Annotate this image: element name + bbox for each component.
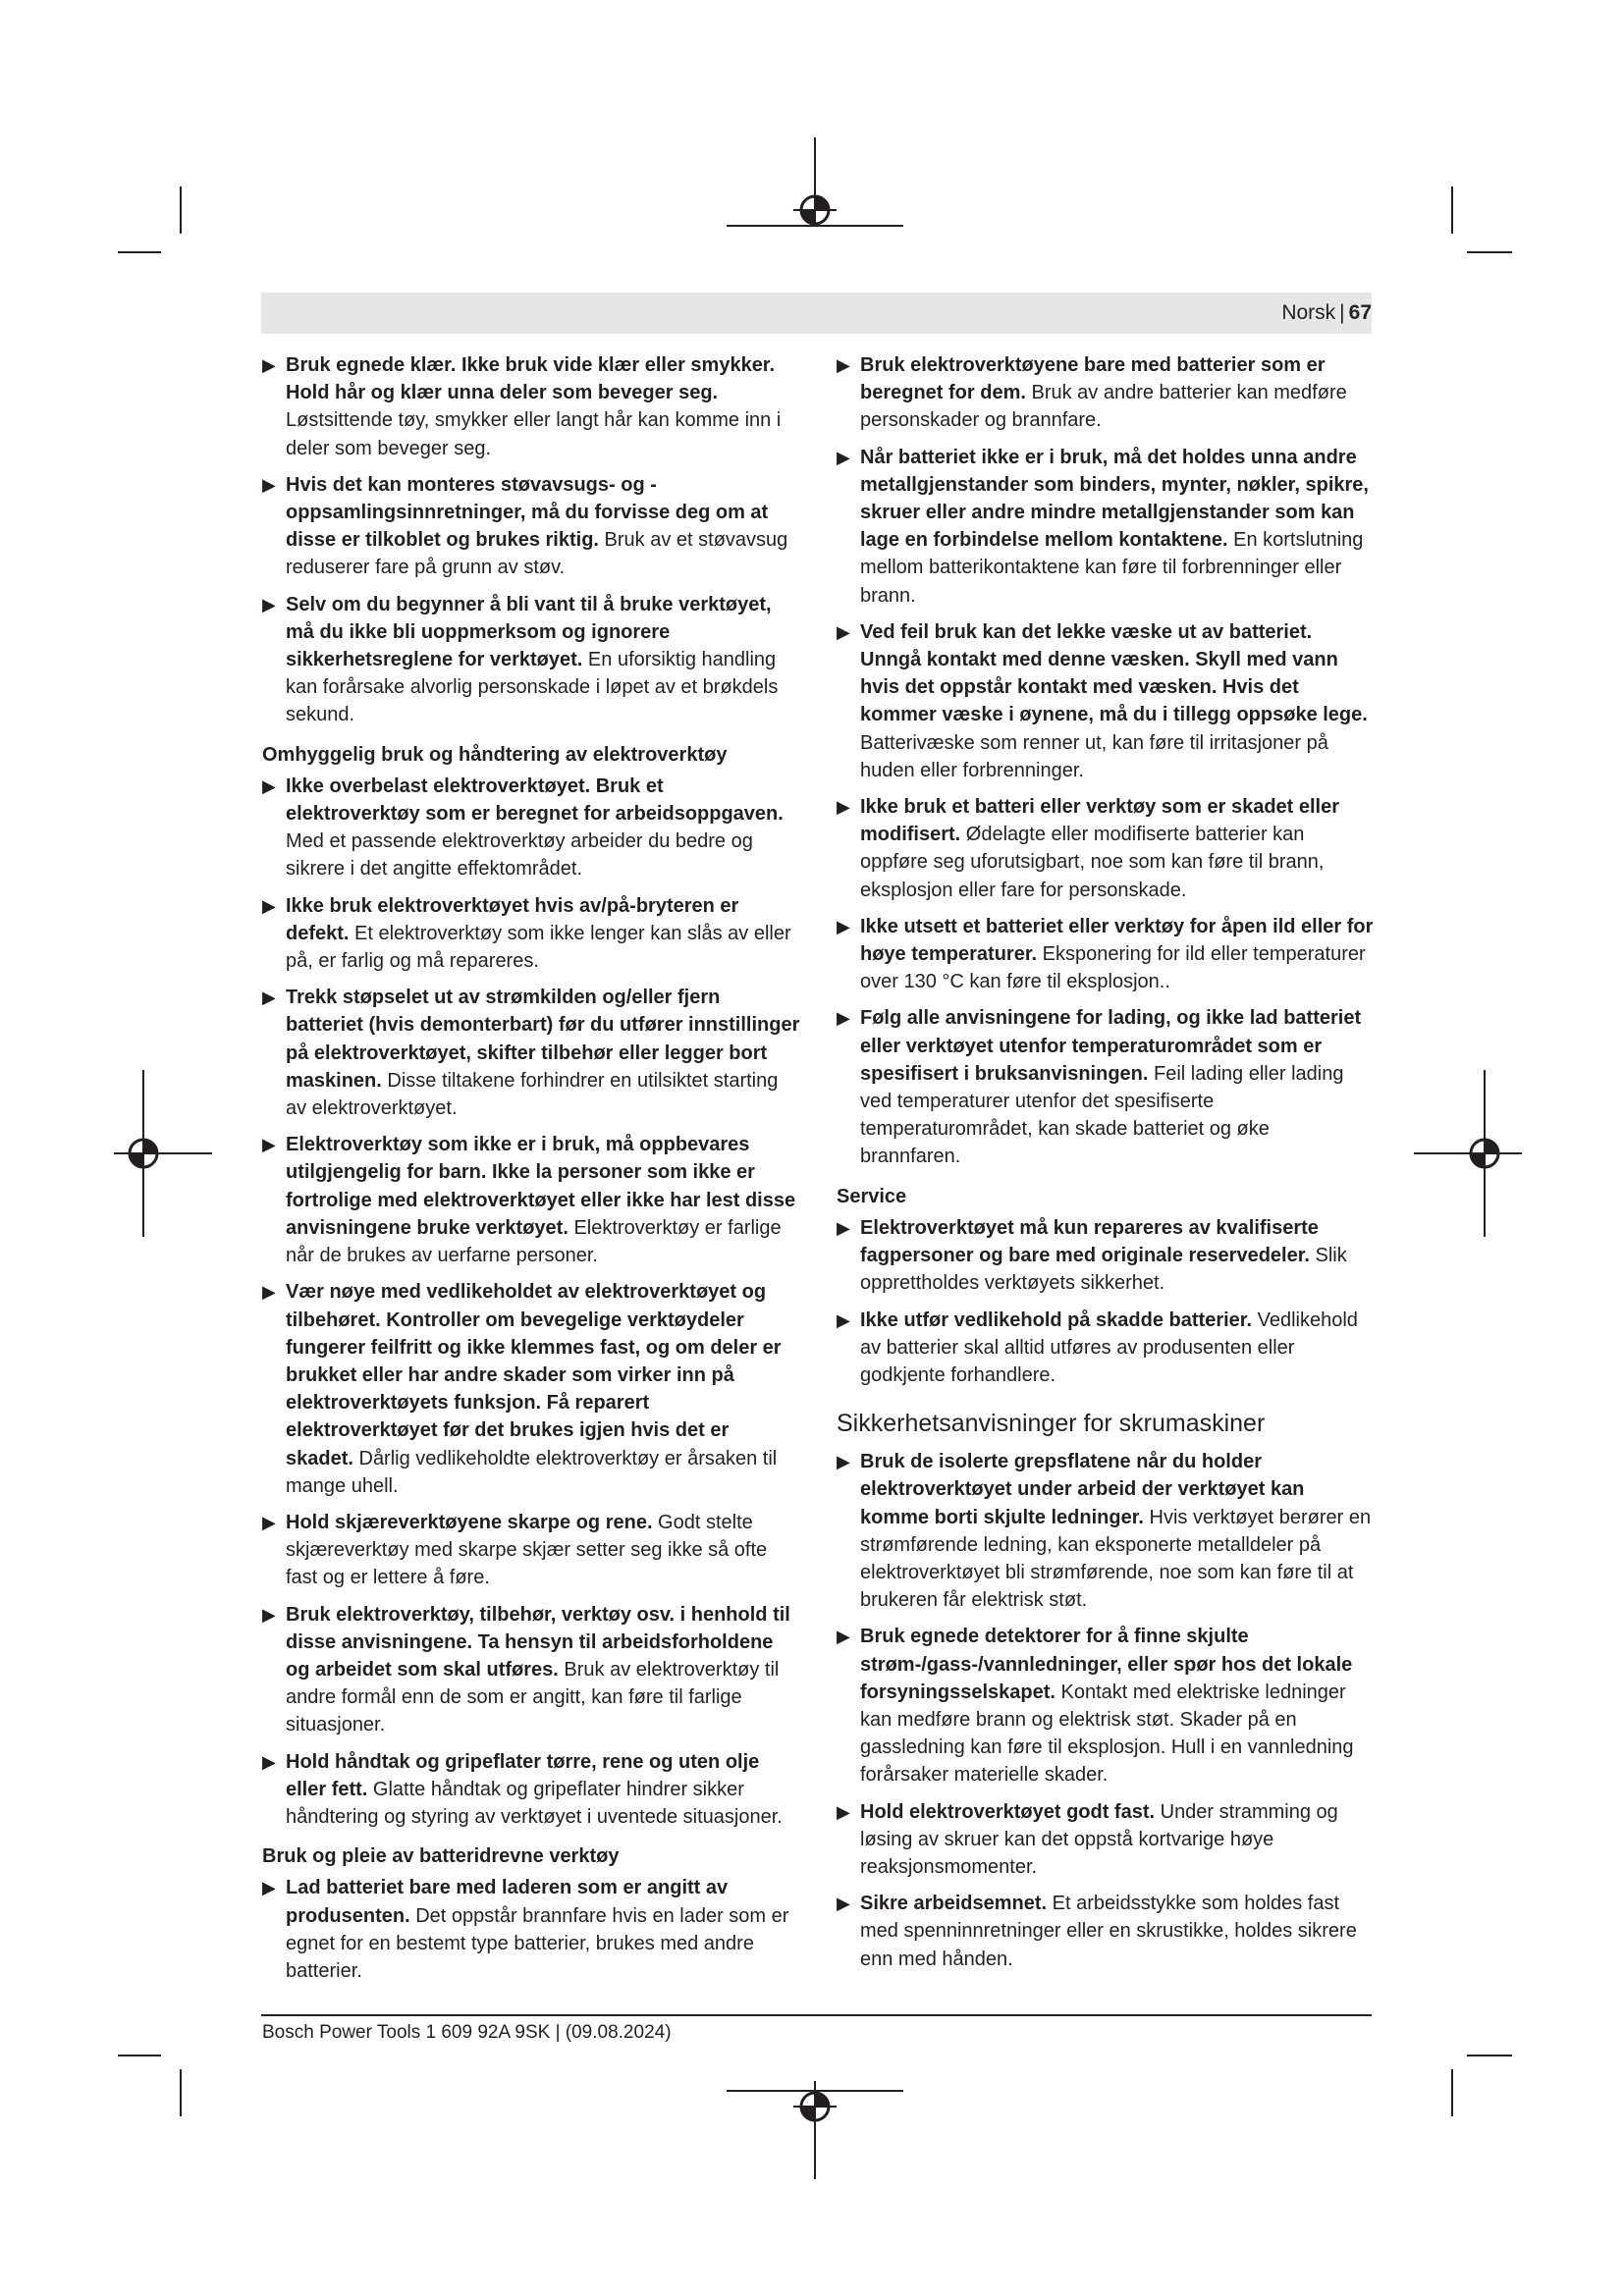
- crop-mark: [1451, 187, 1453, 234]
- bullet-triangle-icon: ▶: [262, 1751, 276, 1772]
- bullet-triangle-icon: ▶: [837, 1452, 850, 1472]
- crop-mark: [180, 187, 182, 234]
- item-text: Under stramming og løsing av skruer kan det oppstå kortvarige høye reaksjonsmomenter.: [860, 1800, 1338, 1878]
- list-item: [262, 984, 800, 1122]
- item-bold-text: Bruk egnede detektorer for å finne skjulte strøm-/gass-/vannledninger, eller spør hos det lokale forsyningsselskapet.: [860, 1626, 1353, 1703]
- list-item: [837, 793, 1375, 904]
- bullet-triangle-icon: ▶: [837, 1309, 850, 1330]
- item-text: En kortslutning mellom batterikontaktene kan føre til forbrenninger eller brann.: [860, 529, 1364, 607]
- item-bold-text: Sikre arbeidsemnet.: [860, 1893, 1048, 1915]
- left-column: [262, 351, 800, 1994]
- list-item: [837, 618, 1375, 784]
- list-item: [262, 471, 800, 582]
- list-item: [837, 1623, 1375, 1789]
- item-bold-text: Bruk de isolerte grepsflatene når du holder elektroverktøyet under arbeid der verktøyet kan komme borti skjulte ledninger.: [860, 1451, 1305, 1528]
- page-header-band: [261, 293, 1372, 334]
- item-text: Bruk av elektroverktøy til andre formål enn de som er angitt, kan føre til farlige situasjoner.: [286, 1658, 780, 1736]
- list-item: [262, 1278, 800, 1500]
- item-text: Med et passende elektroverktøy arbeider du bedre og sikrere i det angitte effektområdet.: [286, 830, 753, 881]
- bullet-triangle-icon: ▶: [262, 1135, 276, 1155]
- bullet-triangle-icon: ▶: [262, 988, 276, 1008]
- bullet-triangle-icon: ▶: [262, 895, 276, 916]
- item-bold-text: Bruk egnede klær. Ikke bruk vide klær eller smykker. Hold hår og klær unna deler som beveger seg.: [286, 354, 776, 404]
- list-item: [837, 1798, 1375, 1882]
- item-text: Disse tiltakene forhindrer en utilsiktet starting av elektroverktøyet.: [286, 1069, 779, 1120]
- crop-mark: [118, 251, 161, 253]
- bullet-triangle-icon: ▶: [837, 1217, 850, 1238]
- bullet-triangle-icon: ▶: [262, 1282, 276, 1303]
- item-text: Ødelagte eller modifiserte batterier kan oppføre seg uforutsigbart, noe som kan føre til brann, eksplosjon eller fare for personskade.: [860, 824, 1325, 901]
- item-bold-text: Vær nøye med vedlikeholdet av elektroverktøyet og tilbehøret. Kontroller om bevegelige verktøydeler fungerer feilfritt og ikke klemmes fast, og om deler er brukket eller har andre skader som virker inn på elektroverktøyets funksjon. Få reparert elektroverktøyet før det brukes igjen hvis det er skadet.: [286, 1281, 782, 1469]
- item-bold-text: Følg alle anvisningene for lading, og ikke lad batteriet eller verktøyet utenfor temperaturområdet som er spesifisert i bruksanvisningen.: [860, 1007, 1362, 1085]
- list-item: [262, 892, 800, 976]
- page-header: [1281, 299, 1372, 327]
- crop-mark: [1451, 2069, 1453, 2116]
- item-bold-text: Ikke overbelast elektroverktøyet. Bruk et elektroverktøy som er beregnet for arbeidsoppgaven.: [286, 774, 784, 826]
- item-bold-text: Bruk elektroverktøy, tilbehør, verktøy osv. i henhold til disse anvisningene. Ta hensyn til arbeidsforholdene og arbeidet som skal utføres.: [286, 1603, 790, 1681]
- bullet-triangle-icon: ▶: [262, 1878, 276, 1898]
- item-text: Batterivæske som renner ut, kan føre til irritasjoner på huden eller forbrenninger.: [860, 731, 1328, 781]
- footer-rule: [261, 2014, 1372, 2016]
- item-bold-text: Hold elektroverktøyet godt fast.: [860, 1800, 1156, 1823]
- item-bold-text: Ved feil bruk kan det lekke væske ut av batteriet. Unngå kontakt med denne væsken. Skyll med vann hvis det oppstår kontakt med væsken. Hvis det kommer væske i øynene, må du i tillegg oppsøke lege.: [860, 620, 1368, 726]
- section-heading: Omhyggelig bruk og håndtering av elektroverktøy: [262, 743, 728, 766]
- item-bold-text: Hold håndtak og gripeflater tørre, rene og uten olje eller fett.: [286, 1750, 760, 1800]
- list-item: [262, 351, 800, 462]
- list-item: [837, 1004, 1375, 1170]
- list-item: [262, 1601, 800, 1739]
- item-text: Løstsittende tøy, smykker eller langt hår kan komme inn i deler som beveger seg.: [286, 409, 782, 459]
- list-item: [837, 913, 1375, 996]
- list-item: [837, 1214, 1375, 1298]
- item-text: Elektroverktøy er farlige når de brukes av uerfarne personer.: [286, 1216, 782, 1267]
- bullet-triangle-icon: ▶: [837, 1894, 850, 1914]
- crop-mark: [118, 2055, 161, 2056]
- list-item: [262, 1131, 800, 1269]
- list-item: [262, 773, 800, 883]
- item-text: Vedlikehold av batterier skal alltid utføres av produsenten eller godkjente forhandlere.: [860, 1308, 1358, 1386]
- registration-mark-icon: [1414, 1070, 1522, 1237]
- list-item: [262, 1748, 800, 1832]
- section-title: Sikkerhetsanvisninger for skrumaskiner: [837, 1410, 1266, 1438]
- bullet-triangle-icon: ▶: [837, 447, 850, 467]
- item-bold-text: Elektroverktøy som ikke er i bruk, må oppbevares utilgjengelig for barn. Ikke la personer som ikke er fortrolige med elektroverktøyet eller ikke har lest disse anvisningene bruke verktøyet.: [286, 1134, 796, 1239]
- page-number: 67: [1348, 301, 1372, 324]
- section-heading: Bruk og pleie av batteridrevne verktøy: [262, 1845, 620, 1868]
- item-bold-text: Bruk elektroverktøyene bare med batterier som er beregnet for dem.: [860, 354, 1326, 404]
- item-bold-text: Ikke bruk elektroverktøyet hvis av/på-bryteren er defekt.: [286, 894, 739, 944]
- item-text: Dårlig vedlikeholdte elektroverktøy er årsaken til mange uhell.: [286, 1447, 778, 1497]
- section-heading: Service: [837, 1185, 907, 1207]
- item-text: Godt stelte skjæreverktøy med skarpe skjær setter seg ikke så ofte fast og er lettere å føre.: [286, 1511, 768, 1589]
- list-item: [837, 444, 1375, 610]
- bullet-triangle-icon: ▶: [837, 1627, 850, 1647]
- registration-mark-icon: [727, 137, 903, 236]
- crop-mark: [1467, 251, 1512, 253]
- item-bold-text: Hold skjæreverktøyene skarpe og rene.: [286, 1511, 653, 1533]
- item-text: En uforsiktig handling kan forårsake alvorlig personskade i løpet av et brøkdels sekund.: [286, 649, 779, 726]
- item-text: Eksponering for ild eller temperaturer over 130 °C kan føre til eksplosjon..: [860, 943, 1366, 993]
- item-bold-text: Ikke utsett et batteriet eller verktøy for åpen ild eller for høye temperaturer.: [860, 915, 1374, 966]
- item-bold-text: Ikke bruk et batteri eller verktøy som er skadet eller modifisert.: [860, 796, 1340, 846]
- crop-mark: [180, 2069, 182, 2116]
- registration-mark-icon: [114, 1070, 212, 1237]
- bullet-triangle-icon: ▶: [837, 621, 850, 642]
- bullet-triangle-icon: ▶: [837, 1801, 850, 1822]
- list-item: [262, 591, 800, 729]
- list-item: [837, 1448, 1375, 1614]
- bullet-triangle-icon: ▶: [837, 797, 850, 818]
- item-bold-text: Selv om du begynner å bli vant til å bruke verktøyet, må du ikke bli uoppmerksom og ignorere sikkerhetsreglene for verktøyet.: [286, 593, 772, 671]
- item-bold-text: Ikke utfør vedlikehold på skadde batterier.: [860, 1308, 1253, 1331]
- registration-mark-icon: [727, 2081, 903, 2179]
- crop-mark: [1467, 2055, 1512, 2056]
- list-item: [262, 1874, 800, 1985]
- page-footer: Bosch Power Tools 1 609 92A 9SK | (09.08.2024): [262, 2022, 672, 2043]
- item-text: Kontakt med elektriske ledninger kan medføre brann og elektrisk støt. Skader på en gassledning kan føre til eksplosjon. Hull i en vannledning forårsaker materielle skader.: [860, 1681, 1354, 1787]
- header-separator: |: [1339, 301, 1345, 324]
- item-bold-text: Lad batteriet bare med laderen som er angitt av produsenten.: [286, 1877, 729, 1927]
- item-text: Et elektroverktøy som ikke lenger kan slås av eller på, er farlig og må repareres.: [286, 922, 791, 973]
- bullet-triangle-icon: ▶: [262, 594, 276, 614]
- item-text: Hvis verktøyet berører en strømførende ledning, kan eksponerte metalldeler på elektroverktøyet bli strømførende, noe som kan føre til at brukeren får elektrisk støt.: [860, 1506, 1372, 1612]
- bullet-triangle-icon: ▶: [262, 474, 276, 495]
- right-column: [837, 351, 1375, 1982]
- list-item: [837, 1307, 1375, 1390]
- bullet-triangle-icon: ▶: [262, 1512, 276, 1532]
- bullet-triangle-icon: ▶: [262, 355, 276, 375]
- bullet-triangle-icon: ▶: [262, 775, 276, 796]
- list-item: [837, 1890, 1375, 1973]
- item-text: Slik opprettholdes verktøyets sikkerhet.: [860, 1245, 1347, 1295]
- item-bold-text: Når batteriet ikke er i bruk, må det holdes unna andre metallgjenstander som binders, mynter, nøkler, spikre, skruer eller andre mindre metallgjenstander som kan lage en forbindelse mellom kontaktene.: [860, 446, 1369, 552]
- item-text: Bruk av andre batterier kan medføre personskader og brannfare.: [860, 382, 1347, 432]
- list-item: [262, 1509, 800, 1592]
- list-item: [837, 351, 1375, 435]
- item-bold-text: Elektroverktøyet må kun repareres av kvalifiserte fagpersoner og bare med originale reservedeler.: [860, 1216, 1319, 1267]
- item-text: Det oppstår brannfare hvis en lader som er egnet for en bestemt type batterier, brukes med andre batterier.: [286, 1904, 789, 1982]
- item-text: Et arbeidsstykke som holdes fast med spenninnretninger eller en skrustikke, holdes sikrere enn med hånden.: [860, 1893, 1357, 1970]
- bullet-triangle-icon: ▶: [837, 1008, 850, 1029]
- header-language: Norsk: [1281, 301, 1336, 324]
- item-bold-text: Trekk støpselet ut av strømkilden og/eller fjern batteriet (hvis demonterbart) før du utfører innstillinger på elektroverktøyet, skifter tilbehør eller legger bort maskinen.: [286, 987, 800, 1092]
- bullet-triangle-icon: ▶: [837, 916, 850, 936]
- item-bold-text: Hvis det kan monteres støvavsugs- og -oppsamlingsinnretninger, må du forvisse deg om at disse er tilkoblet og brukes riktig.: [286, 473, 769, 552]
- bullet-triangle-icon: ▶: [837, 355, 850, 375]
- item-text: Feil lading eller lading ved temperaturer utenfor det spesifiserte temperaturområdet, kan skade batteriet og øke brannfaren.: [860, 1062, 1344, 1168]
- item-text: Glatte håndtak og gripeflater hindrer sikker håndtering og styring av verktøyet i uventede situasjoner.: [286, 1778, 783, 1828]
- bullet-triangle-icon: ▶: [262, 1604, 276, 1625]
- item-text: Bruk av et støvavsug reduserer fare på grunn av støv.: [286, 529, 788, 579]
